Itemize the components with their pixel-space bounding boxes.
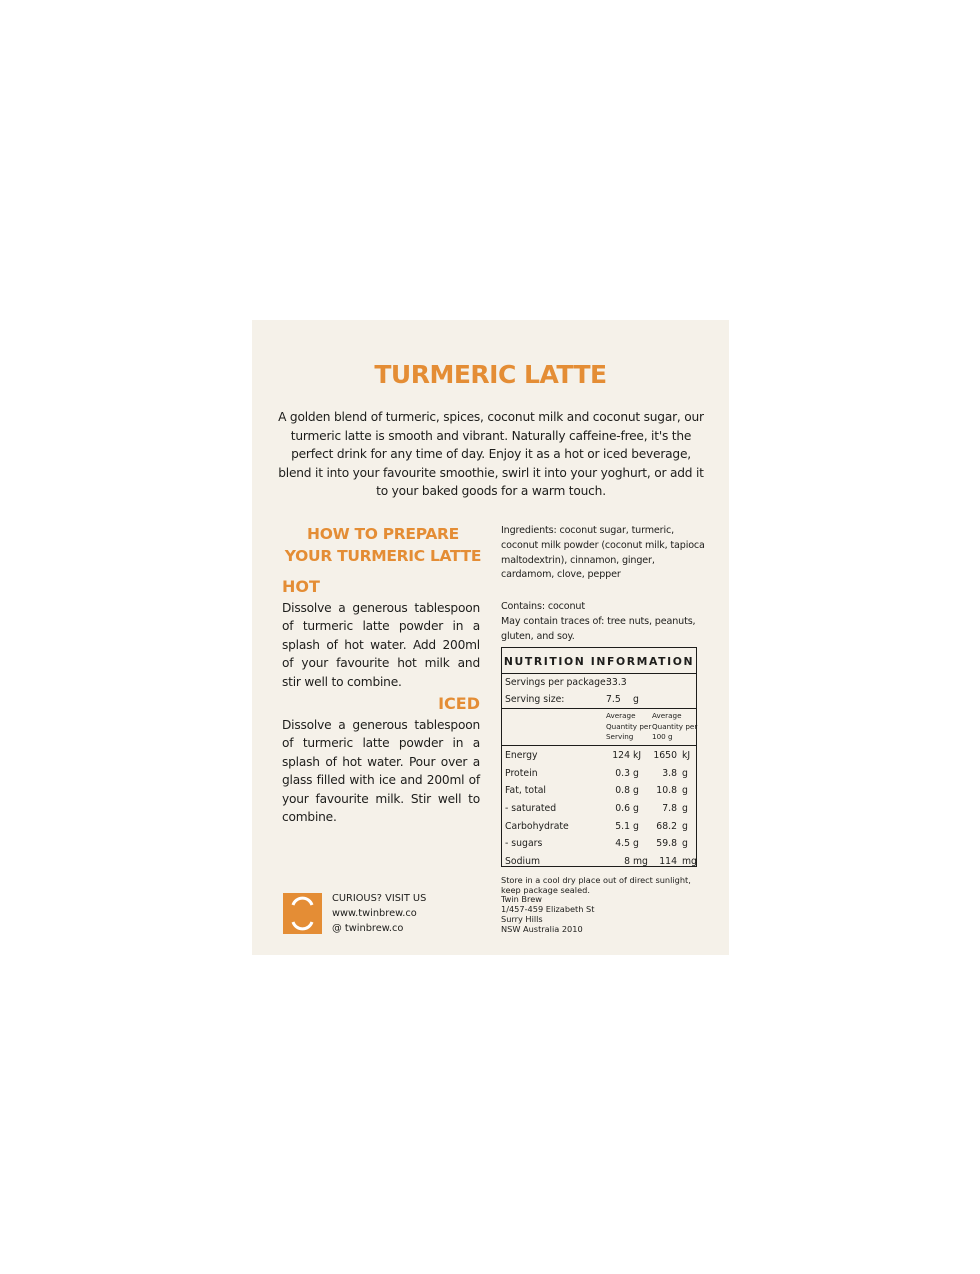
nutrient-unit-100g: g (682, 785, 688, 797)
nutrient-per-serving: 0.3 (615, 767, 630, 779)
nutrient-unit-serving: g (633, 785, 639, 797)
contact-heading: CURIOUS? VISIT US (332, 893, 427, 904)
nutrient-unit-100g: g (682, 838, 688, 850)
nutrition-row (502, 782, 696, 800)
nutrient-per-serving: 8 (624, 856, 630, 868)
nutrient-per-100g: 3.8 (662, 767, 677, 779)
allergen-may-contain: May contain traces of: tree nuts, peanuts, gluten, and soy. (501, 615, 696, 642)
column-header-per-100g: Average Quantity per 100 g (652, 711, 698, 741)
nutrient-per-100g: 1650 (653, 750, 677, 761)
nutrition-title: NUTRITION INFORMATION (502, 648, 696, 674)
storage-line1: Store in a cool dry place out of direct sunlight, (501, 875, 691, 885)
nutrition-row (502, 800, 696, 818)
product-description: A golden blend of turmeric, spices, coconut milk and coconut sugar, our turmeric latte is smooth and vibrant. Naturally caffeine-free, it's the perfect drink for any time of day. Enjoy it as a hot or iced beverage, blend it into your favourite smoothie, swirl it into your yoghurt, or add it to your baked goods for a warm touch. (278, 410, 704, 499)
storage-and-address (501, 876, 716, 934)
hot-heading: HOT (282, 577, 320, 596)
brand-logo (283, 893, 322, 934)
social-handle[interactable]: @ twinbrew.co (332, 922, 404, 934)
nutrient-unit-serving: kJ (633, 750, 642, 761)
nutrient-per-100g: 68.2 (656, 820, 677, 832)
nutrient-per-100g: 7.8 (662, 803, 677, 815)
nutrient-name: - sugars (505, 838, 543, 850)
nutrient-per-serving: 4.5 (615, 838, 630, 850)
address-line2: Surry Hills (501, 913, 543, 924)
nutrient-unit-100g: g (682, 820, 688, 832)
address-line3: NSW Australia 2010 (501, 923, 583, 934)
servings-value: 33.3 (606, 677, 627, 688)
nutrition-row (502, 853, 696, 871)
nutrition-rows (502, 746, 696, 871)
product-title: TURMERIC LATTE (374, 360, 607, 389)
nutrient-unit-serving: g (633, 767, 639, 779)
column-header-per-serving: Average Quantity per Serving (606, 711, 652, 741)
nutrition-row (502, 818, 696, 836)
serving-size (502, 691, 696, 708)
nutrition-row (502, 747, 696, 765)
serving-size-unit: g (633, 694, 639, 705)
nutrient-unit-serving: mg (633, 856, 648, 868)
company-name: Twin Brew (501, 894, 542, 905)
nutrient-per-serving: 0.8 (615, 785, 630, 797)
nutrient-unit-serving: g (633, 820, 639, 832)
nutrient-per-100g: 10.8 (656, 785, 677, 797)
preparation-heading-line2: YOUR TURMERIC LATTE (284, 546, 482, 565)
nutrient-name: Carbohydrate (505, 820, 569, 832)
nutrient-per-serving: 124 (612, 750, 630, 761)
nutrient-unit-serving: g (633, 803, 639, 815)
storage-line2: keep package sealed. (501, 884, 590, 895)
serving-size-label: Serving size: (505, 694, 565, 705)
nutrient-name: Protein (505, 767, 538, 779)
nutrient-name: Sodium (505, 856, 541, 868)
nutrient-per-100g: 59.8 (656, 838, 677, 850)
contact-info (332, 892, 426, 936)
iced-heading: ICED (438, 694, 480, 713)
nutrient-per-serving: 0.6 (615, 803, 630, 815)
nutrient-per-serving: 5.1 (615, 820, 630, 832)
hot-instructions: Dissolve a generous tablespoon of turmeric latte powder in a splash of hot water. Add 200ml of your favourite hot milk and stir well to combine. (282, 601, 480, 689)
nutrition-panel (501, 647, 697, 867)
allergen-info (501, 600, 706, 644)
product-label (252, 320, 729, 955)
address-line1: 1/457-459 Elizabeth St (501, 904, 595, 915)
website-link[interactable]: www.twinbrew.co (332, 907, 417, 919)
brand-logo-mark (283, 893, 322, 934)
nutrition-row (502, 835, 696, 853)
servings-per-package (502, 674, 696, 691)
nutrition-row (502, 765, 696, 783)
allergen-contains: Contains: coconut (501, 601, 585, 612)
nutrient-per-100g: 114 (659, 856, 677, 868)
nutrient-name: Energy (505, 750, 538, 761)
nutrient-unit-100g: g (682, 767, 688, 779)
nutrient-unit-100g: mg (682, 856, 697, 868)
nutrition-column-headers (502, 709, 696, 745)
preparation-heading-line1: HOW TO PREPARE (307, 525, 459, 543)
nutrient-name: - saturated (505, 803, 557, 815)
nutrient-unit-100g: g (682, 803, 688, 815)
ingredients-list: Ingredients: coconut sugar, turmeric, coconut milk powder (coconut milk, tapioca maltodextrin), cinnamon, ginger, cardamom, clove, pepper (501, 525, 705, 581)
nutrient-unit-100g: kJ (682, 750, 691, 761)
serving-size-value: 7.5 (606, 694, 621, 705)
nutrient-name: Fat, total (505, 785, 547, 797)
nutrient-unit-serving: g (633, 838, 639, 850)
preparation-heading (278, 524, 488, 567)
servings-label: Servings per package: (505, 677, 609, 688)
iced-instructions: Dissolve a generous tablespoon of turmeric latte powder in a splash of hot water. Pour over a glass filled with ice and 200ml of your favourite milk. Stir well to combine. (282, 718, 480, 825)
